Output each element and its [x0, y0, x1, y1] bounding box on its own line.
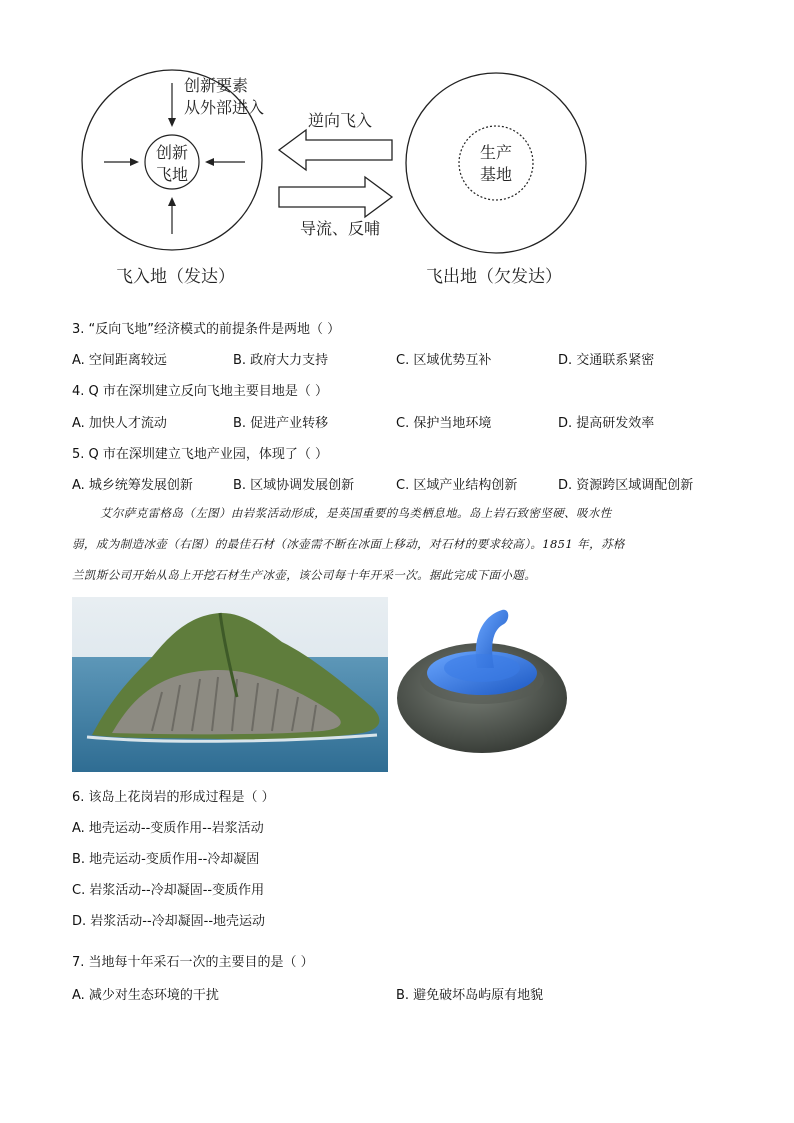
right-caption: 飞出地（欠发达）: [426, 267, 562, 287]
production-base-circle: [459, 126, 533, 200]
fly-out-circle: [406, 73, 586, 253]
arrow-top-label: 逆向飞入: [307, 111, 373, 130]
q3-option-b: B. 政府大力支持: [233, 353, 329, 368]
q4-option-a: A. 加快人才流动: [72, 416, 167, 431]
q7-option-a: A. 减少对生态环境的干扰: [72, 988, 219, 1003]
q4-option-c: C. 保护当地环境: [396, 416, 492, 431]
left-top-text-1: 创新要素: [184, 76, 249, 95]
flying-land-diagram: [0, 0, 794, 300]
q5-option-d: D. 资源跨区域调配创新: [558, 478, 694, 493]
right-center-line2: 基地: [479, 165, 513, 184]
curling-stone-image: [392, 598, 572, 758]
left-caption: 飞入地（发达）: [116, 267, 235, 287]
question-3-stem: 3. “反向飞地”经济模式的前提条件是两地（ ）: [72, 322, 341, 337]
guide-feedback-arrow: [279, 177, 392, 217]
q3-option-c: C. 区域优势互补: [396, 353, 492, 368]
passage: [72, 498, 722, 591]
left-center-line2: 飞地: [155, 165, 189, 184]
q3-option-d: D. 交通联系紧密: [558, 353, 655, 368]
q5-option-c: C. 区域产业结构创新: [396, 478, 518, 493]
q6-option-d: D. 岩浆活动--冷却凝固--地壳运动: [72, 914, 266, 929]
passage-line-2: 弱，成为制造冰壶（右图）的最佳石材（冰壶需不断在冰面上移动，对石材的要求较高）。1851 年，苏格: [72, 537, 625, 551]
question-7-stem: 7. 当地每十年采石一次的主要目的是（ ）: [72, 955, 314, 970]
arrow-bottom-label: 导流、反哺: [299, 219, 381, 238]
passage-line-3: 兰凯斯公司开始从岛上开挖石材生产冰壶，该公司每十年开采一次。据此完成下面小题。: [72, 568, 537, 582]
arrow-left-icon: [205, 158, 214, 166]
q4-option-b: B. 促进产业转移: [233, 416, 329, 431]
q5-option-b: B. 区域协调发展创新: [233, 478, 355, 493]
arrow-right-icon: [130, 158, 139, 166]
q6-option-a: A. 地壳运动--变质作用--岩浆活动: [72, 821, 264, 836]
left-center-line1: 创新: [155, 143, 189, 162]
left-top-text-2: 从外部进入: [184, 98, 265, 117]
arrow-down-icon: [168, 118, 176, 127]
q6-option-b: B. 地壳运动-变质作用--冷却凝固: [72, 852, 260, 867]
arrow-up-icon: [168, 197, 176, 206]
question-5-stem: 5. Q 市在深圳建立飞地产业园，体现了（ ）: [72, 447, 329, 462]
right-center-line1: 生产: [479, 143, 513, 162]
question-6-stem: 6. 该岛上花岗岩的形成过程是（ ）: [72, 790, 275, 805]
q3-option-a: A. 空间距离较远: [72, 353, 167, 368]
passage-line-1: 艾尔萨克雷格岛（左图）由岩浆活动形成，是英国重要的鸟类栖息地。岛上岩石致密坚硬、吸水性: [100, 506, 612, 520]
reverse-fly-in-arrow: [279, 130, 392, 170]
question-4-stem: 4. Q 市在深圳建立反向飞地主要目地是（ ）: [72, 384, 329, 399]
island-photo: [72, 597, 388, 772]
q4-option-d: D. 提高研发效率: [558, 416, 655, 431]
q5-option-a: A. 城乡统筹发展创新: [72, 478, 193, 493]
q7-option-b: B. 避免破坏岛屿原有地貌: [396, 988, 544, 1003]
q6-option-c: C. 岩浆活动--冷却凝固--变质作用: [72, 883, 265, 898]
